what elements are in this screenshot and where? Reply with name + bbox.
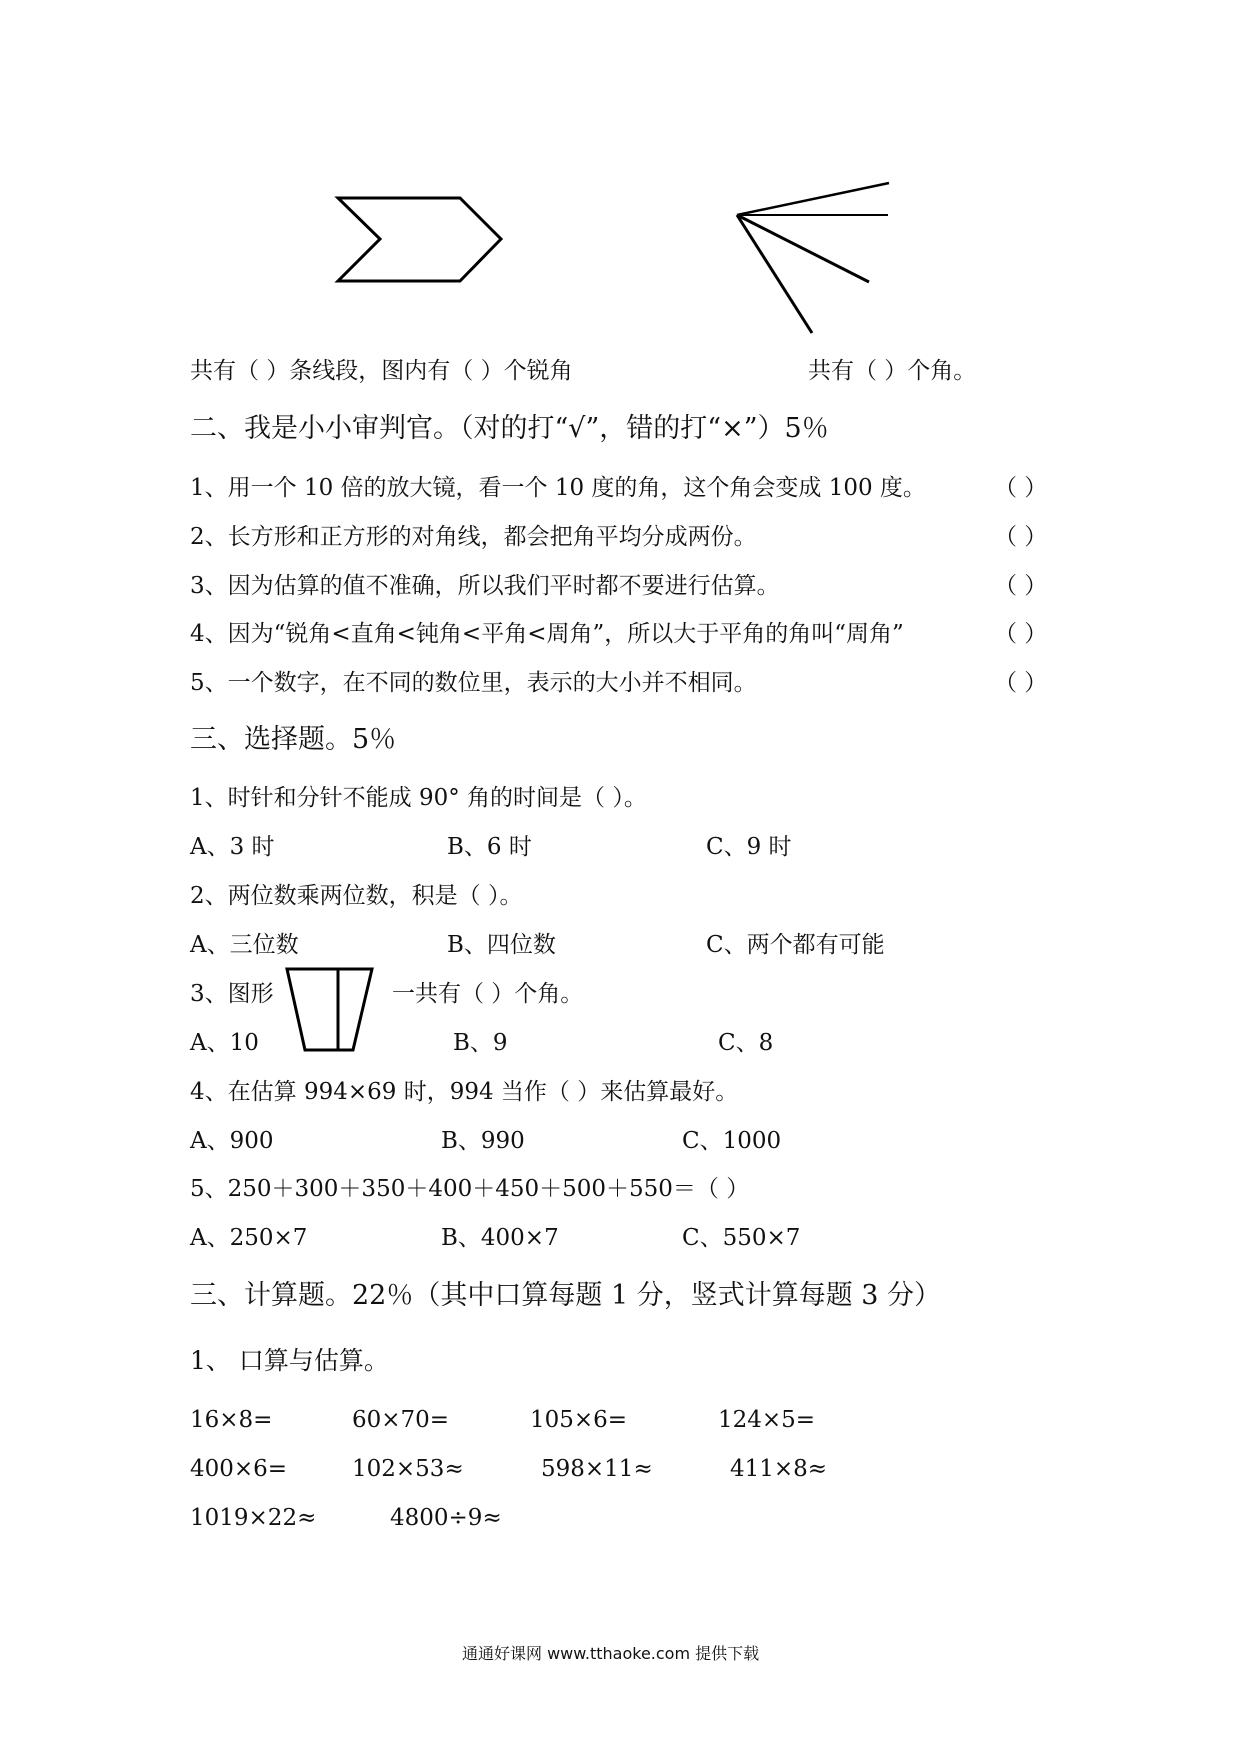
figure-right-caption: 共有（ ）个角。 [808, 358, 977, 384]
choice-option-1c[interactable]: C、9 时 [706, 834, 792, 860]
footer-source: 通通好课网 www.tthaoke.com 提供下载 [462, 1644, 760, 1663]
calc-2-1: 400×6= [190, 1456, 288, 1482]
section4-subheading: 1、 口算与估算。 [190, 1346, 389, 1375]
choice-option-4b[interactable]: B、990 [441, 1128, 525, 1154]
calc-2-3: 598×11≈ [541, 1456, 653, 1482]
judge-blank-1[interactable]: （ ） [994, 475, 1048, 501]
choice-option-1b[interactable]: B、6 时 [447, 834, 532, 860]
choice-option-4a[interactable]: A、900 [190, 1128, 274, 1154]
choice-question-1: 1、时针和分针不能成 90° 角的时间是（ ）。 [190, 785, 647, 811]
judge-item-2: 2、长方形和正方形的对角线，都会把角平均分成两份。 [190, 524, 757, 550]
choice-option-2a[interactable]: A、三位数 [190, 932, 299, 958]
calc-1-2: 60×70= [352, 1407, 450, 1433]
choice-option-2b[interactable]: B、四位数 [447, 932, 556, 958]
calc-1-4: 124×5= [718, 1407, 816, 1433]
choice-question-3-suffix: 一共有（ ）个角。 [392, 981, 584, 1007]
judge-blank-5[interactable]: （ ） [994, 670, 1048, 696]
choice-question-3-prefix: 3、图形 [190, 981, 274, 1007]
calc-2-4: 411×8≈ [730, 1456, 828, 1482]
section3-heading: 三、选择题。5％ [190, 724, 397, 755]
choice-option-5c[interactable]: C、550×7 [682, 1225, 801, 1251]
choice-option-3a[interactable]: A、10 [190, 1030, 259, 1056]
judge-blank-3[interactable]: （ ） [994, 573, 1048, 599]
judge-item-4: 4、因为“锐角<直角<钝角<平角<周角”，所以大于平角的角叫“周角” [190, 621, 904, 647]
judge-item-1: 1、用一个 10 倍的放大镜，看一个 10 度的角，这个角会变成 100 度。 [190, 475, 926, 501]
choice-option-3b[interactable]: B、9 [453, 1030, 508, 1056]
calc-3-2: 4800÷9≈ [390, 1505, 502, 1531]
choice-question-4: 4、在估算 994×69 时，994 当作（ ）来估算最好。 [190, 1079, 739, 1105]
section4-heading: 三、计算题。22％（其中口算每题 1 分，竖式计算每题 3 分） [190, 1280, 942, 1311]
judge-blank-2[interactable]: （ ） [994, 524, 1048, 550]
calc-2-2: 102×53≈ [352, 1456, 464, 1482]
judge-blank-4[interactable]: （ ） [994, 621, 1048, 647]
choice-option-4c[interactable]: C、1000 [682, 1128, 782, 1154]
choice-option-2c[interactable]: C、两个都有可能 [706, 932, 885, 958]
judge-item-5: 5、一个数字，在不同的数位里，表示的大小并不相同。 [190, 670, 757, 696]
choice-question-5: 5、250＋300＋350＋400＋450＋500＋550＝（ ） [190, 1176, 750, 1202]
calc-3-1: 1019×22≈ [190, 1505, 317, 1531]
judge-item-3: 3、因为估算的值不准确，所以我们平时都不要进行估算。 [190, 573, 780, 599]
choice-question-2: 2、两位数乘两位数，积是（ ）。 [190, 883, 523, 909]
choice-option-3c[interactable]: C、8 [718, 1030, 774, 1056]
figure-left-caption: 共有（ ）条线段，图内有（ ）个锐角 [190, 358, 573, 384]
section2-heading: 二、我是小小审判官。（对的打“√”，错的打“×”）5％ [190, 413, 829, 444]
calc-1-3: 105×6= [530, 1407, 628, 1433]
calc-1-1: 16×8= [190, 1407, 273, 1433]
choice-option-1a[interactable]: A、3 时 [190, 834, 275, 860]
choice-option-5a[interactable]: A、250×7 [190, 1225, 308, 1251]
choice-option-5b[interactable]: B、400×7 [441, 1225, 559, 1251]
